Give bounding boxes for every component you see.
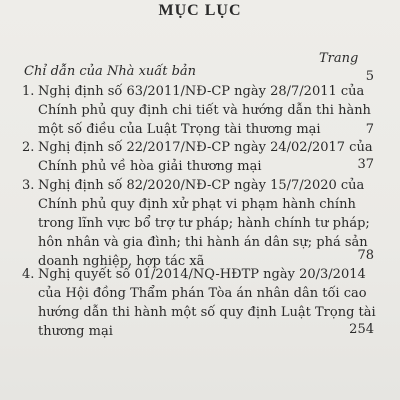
entry-line: doanh nghiệp, hợp tác xã xyxy=(38,254,205,269)
entry-line: trong lĩnh vực bổ trợ tư pháp; hành chính tư pháp; xyxy=(38,216,370,231)
toc-intro-page: 5 xyxy=(365,69,374,84)
entry-number: 1. xyxy=(22,84,35,99)
page-column-header: Trang xyxy=(319,51,359,66)
entry-line: Nghị quyết số 01/2014/NQ-HĐTP ngày 20/3/2014 xyxy=(38,267,366,282)
entry-page: 7 xyxy=(365,122,374,137)
entry-page: 37 xyxy=(357,157,374,172)
entry-line: Chính phủ quy định xử phạt vi phạm hành chính xyxy=(38,197,356,212)
entry-line: Nghị định số 82/2020/NĐ-CP ngày 15/7/2020 của xyxy=(38,178,365,193)
entry-line: Chính phủ về hòa giải thương mại xyxy=(38,159,262,174)
entry-line: Nghị định số 22/2017/NĐ-CP ngày 24/02/2017 của xyxy=(38,140,373,155)
entry-number: 2. xyxy=(22,140,35,155)
entry-line: Chính phủ quy định chi tiết và hướng dẫn thi hành xyxy=(38,103,371,118)
toc-entry xyxy=(22,82,371,139)
entry-line: Nghị định số 63/2011/NĐ-CP ngày 28/7/2011 của xyxy=(38,84,365,99)
entry-line: hướng dẫn thi hành một số quy định Luật Trọng tài xyxy=(38,305,376,320)
entry-line: thương mại xyxy=(38,324,113,339)
entry-number: 3. xyxy=(22,178,35,193)
entry-page: 78 xyxy=(357,248,374,263)
entry-page: 254 xyxy=(349,322,374,337)
page-title: MỤC LỤC xyxy=(158,2,242,19)
entry-number: 4. xyxy=(22,267,35,282)
entry-line: của Hội đồng Thẩm phán Tòa án nhân dân tối cao xyxy=(38,286,367,301)
toc-intro: Chỉ dẫn của Nhà xuất bản xyxy=(24,64,197,79)
entry-line: một số điều của Luật Trọng tài thương mại xyxy=(38,122,321,137)
entry-line: hôn nhân và gia đình; thi hành án dân sự; phá sản xyxy=(38,235,368,250)
